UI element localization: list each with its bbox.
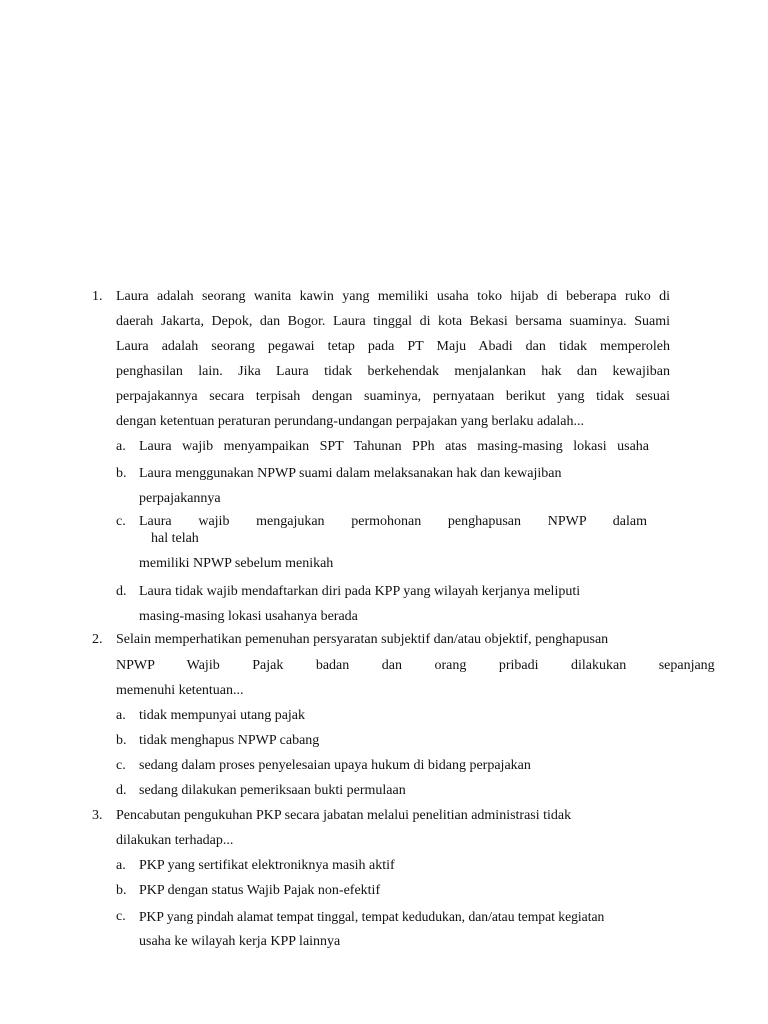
option-letter: d. bbox=[116, 584, 127, 599]
question-text-line: dengan ketentuan peraturan perundang-undangan perpajakan yang berlaku adalah... bbox=[116, 414, 585, 429]
question-text-line: dilakukan terhadap... bbox=[116, 833, 234, 848]
option-letter: c. bbox=[116, 758, 126, 773]
option-text: Laura wajib mengajukan permohonan penghapusan NPWP dalam bbox=[139, 514, 647, 529]
option-letter: c. bbox=[116, 909, 126, 924]
option-letter: a. bbox=[116, 858, 126, 873]
question-text-line: perpajakannya secara terpisah dengan suaminya, pernyataan berikut yang tidak sesuai bbox=[116, 389, 670, 404]
option-text: PKP yang sertifikat elektroniknya masih aktif bbox=[139, 858, 395, 873]
question-text-line: memenuhi ketentuan... bbox=[116, 683, 244, 698]
option-text: Laura menggunakan NPWP suami dalam melaksanakan hak dan kewajiban bbox=[139, 466, 562, 481]
question-number: 3. bbox=[92, 808, 103, 823]
option-text: hal telah bbox=[151, 531, 199, 546]
option-text: Laura tidak wajib mendaftarkan diri pada KPP yang wilayah kerjanya meliputi bbox=[139, 584, 581, 599]
option-text: perpajakannya bbox=[139, 491, 221, 506]
question-number: 1. bbox=[92, 289, 103, 304]
question-text-line: penghasilan lain. Jika Laura tidak berkehendak menjalankan hak dan kewajiban bbox=[116, 364, 670, 379]
option-text: memiliki NPWP sebelum menikah bbox=[139, 556, 334, 571]
option-text: Laura wajib menyampaikan SPT Tahunan PPh atas masing-masing lokasi usaha bbox=[139, 439, 649, 454]
question-text-line: Pencabutan pengukuhan PKP secara jabatan melalui penelitian administrasi tidak bbox=[116, 808, 572, 823]
option-text: tidak mempunyai utang pajak bbox=[139, 708, 306, 723]
option-text: sedang dilakukan pemeriksaan bukti permulaan bbox=[139, 783, 406, 798]
option-letter: a. bbox=[116, 439, 126, 454]
option-letter: a. bbox=[116, 708, 126, 723]
option-letter: c. bbox=[116, 514, 126, 529]
option-letter: b. bbox=[116, 466, 127, 481]
option-text: PKP dengan status Wajib Pajak non-efektif bbox=[139, 883, 381, 898]
option-text: PKP yang pindah alamat tempat tinggal, tempat kedudukan, dan/atau tempat kegiatan bbox=[139, 909, 605, 924]
question-text-line: NPWP Wajib Pajak badan dan orang pribadi dilakukan sepanjang bbox=[116, 658, 715, 673]
option-letter: d. bbox=[116, 783, 127, 798]
question-text-line: daerah Jakarta, Depok, dan Bogor. Laura tinggal di kota Bekasi bersama suaminya. Suami bbox=[116, 314, 670, 329]
option-text: usaha ke wilayah kerja KPP lainnya bbox=[139, 934, 341, 949]
option-letter: b. bbox=[116, 883, 127, 898]
option-letter: b. bbox=[116, 733, 127, 748]
question-text-line: Selain memperhatikan pemenuhan persyaratan subjektif dan/atau objektif, penghapusan bbox=[116, 632, 609, 647]
question-number: 2. bbox=[92, 632, 103, 647]
option-text: tidak menghapus NPWP cabang bbox=[139, 733, 320, 748]
option-text: masing-masing lokasi usahanya berada bbox=[139, 609, 358, 624]
question-text-line: Laura adalah seorang wanita kawin yang memiliki usaha toko hijab di beberapa ruko di bbox=[116, 289, 670, 304]
option-text: sedang dalam proses penyelesaian upaya hukum di bidang perpajakan bbox=[139, 758, 531, 773]
question-text-line: Laura adalah seorang pegawai tetap pada PT Maju Abadi dan tidak memperoleh bbox=[116, 339, 670, 354]
